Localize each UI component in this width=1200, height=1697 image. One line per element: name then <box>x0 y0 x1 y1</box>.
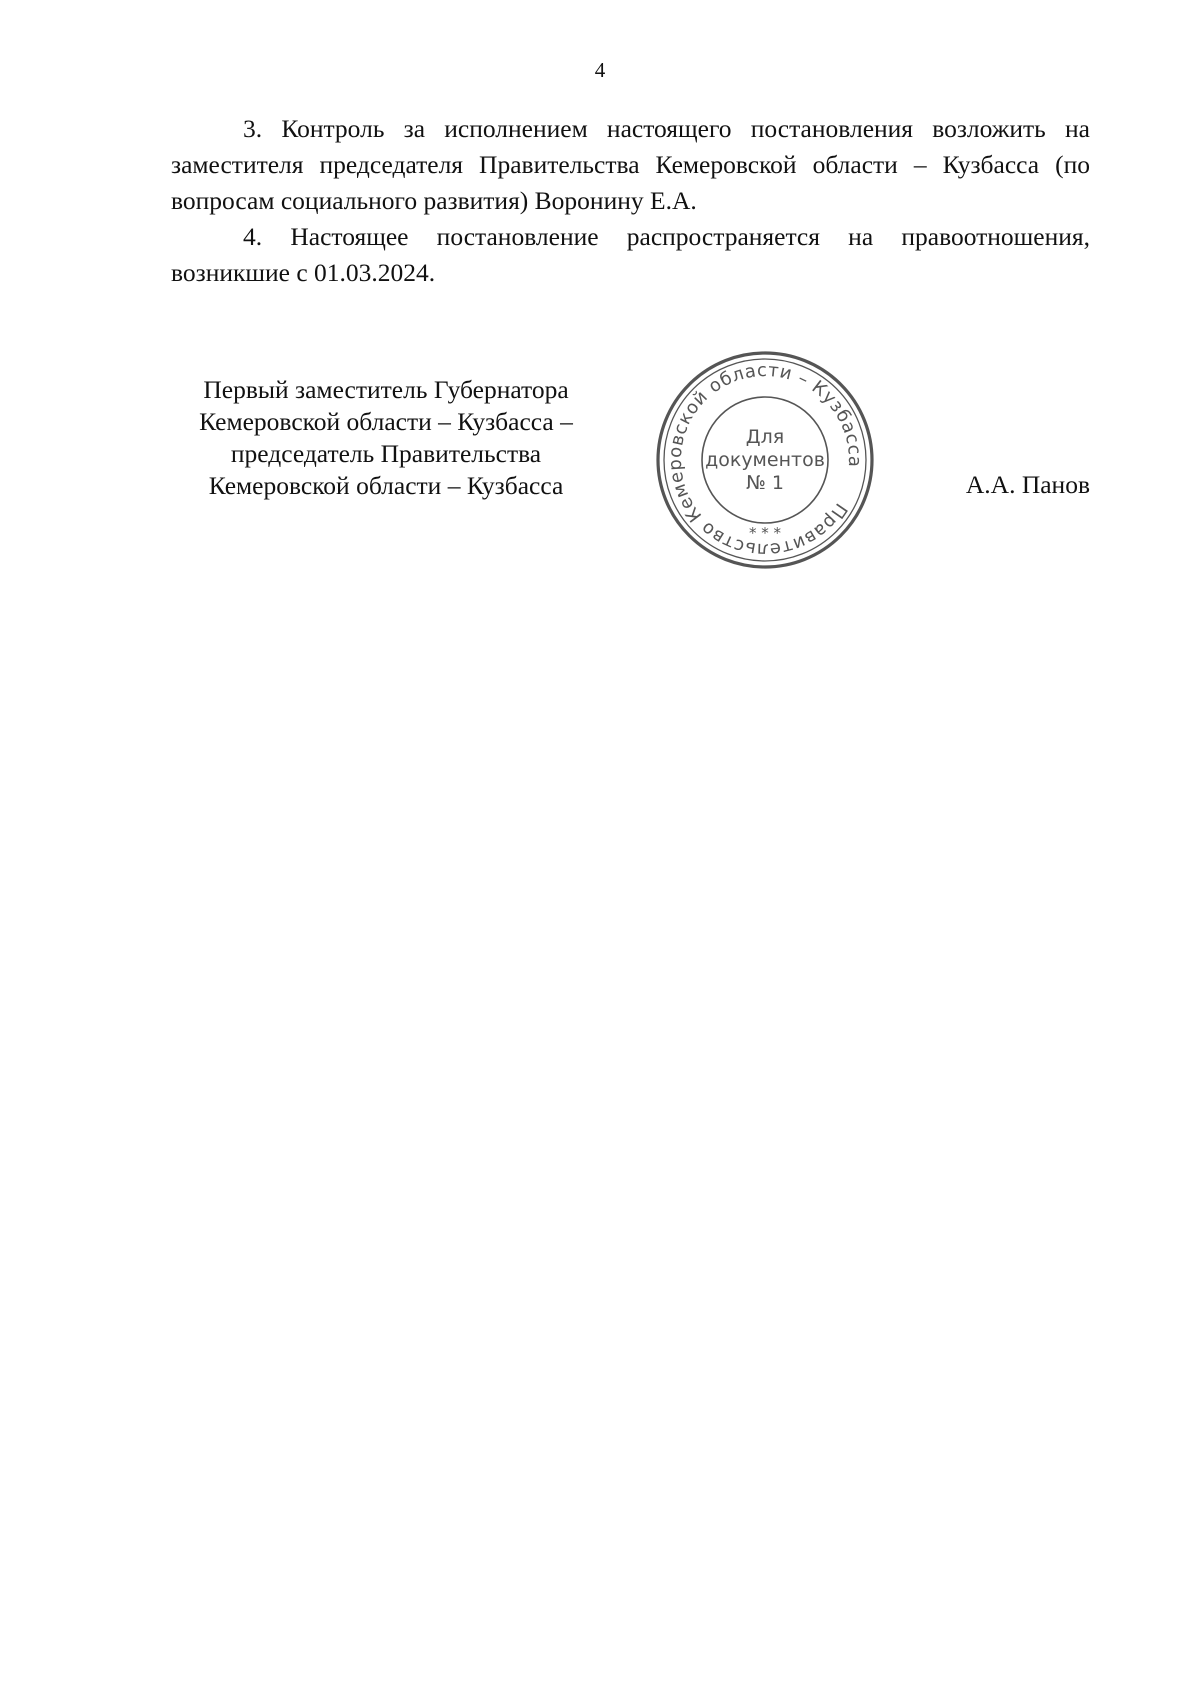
official-seal-stamp <box>650 345 880 575</box>
seal-stars: * * * <box>748 524 782 542</box>
seal-center-line: документов <box>705 449 825 471</box>
position-line: Кемеровской области – Кузбасса – <box>199 407 573 436</box>
position-line: председатель Правительства <box>230 439 542 468</box>
seal-center-line: Для <box>745 426 785 448</box>
position-line: Кемеровской области – Кузбасса <box>208 471 564 500</box>
seal-center-line: № 1 <box>746 472 784 494</box>
document-body <box>171 111 1090 291</box>
seal-ring-text: Правительство Кемеровской области – Кузбасса <box>664 359 866 561</box>
position-line: Первый заместитель Губернатора <box>203 375 569 404</box>
paragraph-4: 4. Настоящее постановление распространяется на правоотношения, возникшие с 01.03.2024. <box>171 222 1090 287</box>
signer-name: А.А. Панов <box>965 470 1090 499</box>
page-number: 4 <box>594 58 606 82</box>
signatory-position <box>166 374 606 502</box>
paragraph-3: 3. Контроль за исполнением настоящего постановления возложить на заместителя председателя Правительства Кемеровской области – Кузбасса (по вопросам социального развития) Воронину Е.А. <box>171 114 1090 215</box>
seal-graphic <box>650 345 880 575</box>
